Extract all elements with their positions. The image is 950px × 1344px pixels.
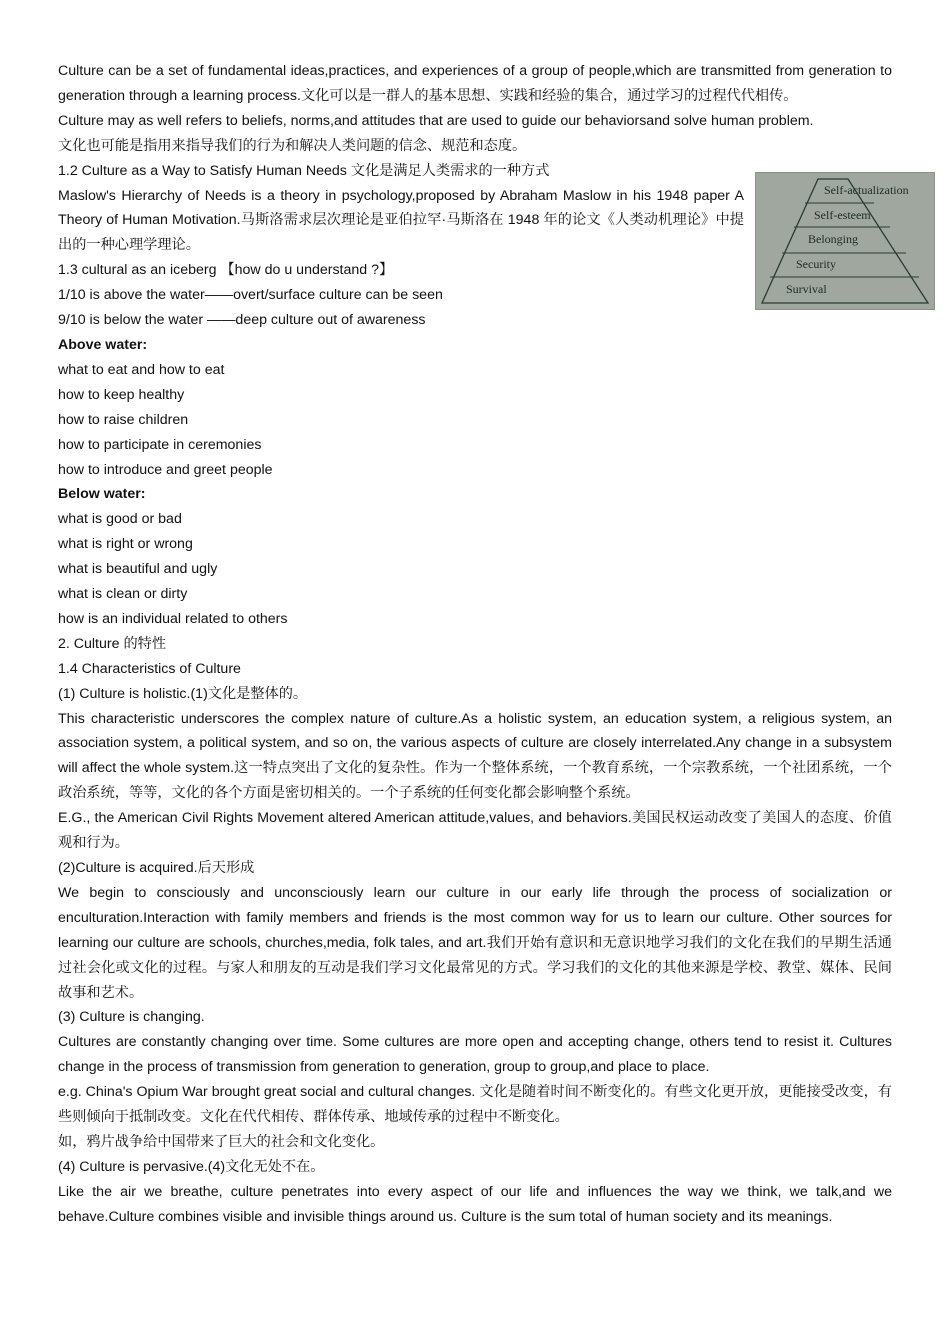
heading-holistic: (1) Culture is holistic.(1)文化是整体的。: [58, 685, 308, 702]
list-item: how to introduce and greet people: [58, 461, 273, 478]
line-above-water-ratio: 1/10 is above the water——overt/surface culture can be seen: [58, 287, 443, 304]
pyramid-level-label: Self-actualization: [824, 183, 909, 197]
list-item: how to raise children: [58, 411, 189, 428]
heading-1-2: 1.2 Culture as a Way to Satisfy Human Needs 文化是满足人类需求的一种方式: [58, 162, 550, 179]
pyramid-level-label: Belonging: [808, 232, 858, 246]
para-culture-definition: Culture can be a set of fundamental ideas,practices, and experiences of a group of people,which are transmitted from generation to generation through a learning process.文化可以是一群人的基本思想、实践和经验的集合，通过学习的过程代代相传。: [58, 63, 892, 104]
list-item: how to keep healthy: [58, 386, 185, 403]
para-pervasive: Like the air we breathe, culture penetrates into every aspect of our life and influences the way we think, we talk,and we behave.Culture combines visible and invisible things around us. Culture is the sum total of human society and its meanings.: [58, 1183, 892, 1225]
para-changing: Cultures are constantly changing over time. Some cultures are more open and accepting change, others tend to resist it. Cultures change in the process of transmission from generation to generation, group to group,and place to place.: [58, 1034, 892, 1076]
line-below-water-ratio: 9/10 is below the water ——deep culture out of awareness: [58, 312, 426, 329]
list-item: what is right or wrong: [58, 536, 193, 553]
pyramid-level-label: Security: [796, 257, 836, 271]
heading-1-4: 1.4 Characteristics of Culture: [58, 660, 241, 677]
heading-changing: (3) Culture is changing.: [58, 1009, 205, 1026]
para-changing-example-zh: 如，鸦片战争给中国带来了巨大的社会和文化变化。: [58, 1133, 385, 1150]
list-item: what to eat and how to eat: [58, 361, 225, 378]
heading-pervasive: (4) Culture is pervasive.(4)文化无处不在。: [58, 1158, 325, 1175]
para-culture-beliefs: Culture may as well refers to beliefs, norms,and attitudes that are used to guide our behaviorsand solve human problem.: [58, 112, 814, 129]
para-changing-example: e.g. China's Opium War brought great social and cultural changes. 文化是随着时间不断变化的。有些文化更开放，更能接受改变，有些则倾向于抵制改变。文化在代代相传、群体传承、地域传承的过程中不断变化。: [58, 1084, 892, 1126]
list-item: what is good or bad: [58, 511, 182, 528]
para-maslow: Maslow's Hierarchy of Needs is a theory in psychology,proposed by Abraham Maslow in his 1948 paper A Theory of Human Motivation.马斯洛需求层次理论是亚伯拉罕·马斯洛在 1948 年的论文《人类动机理论》中提出的一种心理学理论。: [58, 187, 744, 254]
list-item: what is beautiful and ugly: [58, 561, 218, 578]
heading-above-water: Above water:: [58, 336, 148, 353]
maslow-pyramid-diagram: [756, 173, 934, 309]
pyramid-level-label: Survival: [786, 282, 827, 296]
para-holistic-example: E.G., the American Civil Rights Movement altered American attitude,values, and behaviors.美国民权运动改变了美国人的态度、价值观和行为。: [58, 810, 892, 852]
maslow-pyramid-figure: [755, 172, 935, 310]
heading-acquired: (2)Culture is acquired.后天形成: [58, 860, 255, 876]
para-holistic: This characteristic underscores the complex nature of culture.As a holistic system, an education system, a religious system, an association system, a political system, and so on, the various aspects of culture are closely interrelated.Any change in a subsystem will affect the whole system.这一特点突出了文化的复杂性。作为一个整体系统，一个教育系统，一个宗教系统，一个社团系统，一个政治系统，等等，文化的各个方面是密切相关的。一个子系统的任何变化都会影响整个系统。: [58, 710, 892, 802]
heading-2: 2. Culture 的特性: [58, 635, 167, 652]
list-item: how to participate in ceremonies: [58, 436, 262, 453]
para-culture-beliefs-zh: 文化也可能是指用来指导我们的行为和解决人类问题的信念、规范和态度。: [58, 137, 527, 154]
heading-below-water: Below water:: [58, 486, 146, 503]
pyramid-level-label: Self-esteem: [814, 208, 871, 222]
heading-1-3: 1.3 cultural as an iceberg 【how do u understand ?】: [58, 262, 394, 279]
list-item: how is an individual related to others: [58, 610, 288, 627]
list-item: what is clean or dirty: [58, 586, 188, 603]
para-acquired: We begin to consciously and unconsciously learn our culture in our early life through the process of socialization or enculturation.Interaction with family members and friends is the most common way for us to learn our culture. Other sources for learning our culture are schools, churches,media, folk tales, and art.我们开始有意识和无意识地学习我们的文化在我们的早期生活通过社会化或文化的过程。与家人和朋友的互动是我们学习文化最常见的方式。学习我们的文化的其他来源是学校、教堂、媒体、民间故事和艺术。: [58, 884, 892, 1001]
